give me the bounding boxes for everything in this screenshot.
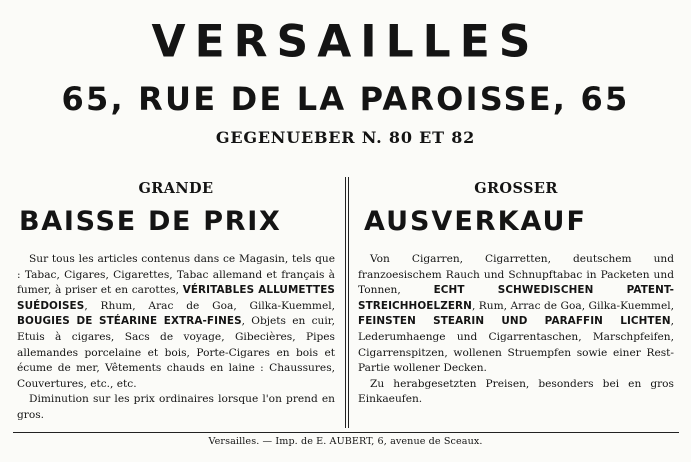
german-text-intro: Von Cigarren, Cigarretten, deutschem und franzoesischem Rauch und Schnupftabac in Packeten und Tonnen, <box>358 253 674 297</box>
german-bold-candles: FEINSTEN STEARIN UND PARAFFIN LICHTEN <box>358 315 671 328</box>
french-subheading: GRANDE <box>138 180 214 197</box>
german-column <box>358 180 674 408</box>
french-paragraph-articles <box>17 252 335 392</box>
french-text-mid: , Rhum, Arac de Goa, Gilka-Kuemmel, <box>84 299 335 312</box>
french-paragraph-discount: Diminution sur les prix ordinaires lorsque l'on prend en gros. <box>17 393 335 421</box>
footer-rule <box>13 432 679 433</box>
german-bold-matches: ECHT SCHWEDISCHEN PATENT-STREICHHOELZERN <box>358 284 674 312</box>
german-body <box>358 252 674 408</box>
french-bold-matches: VÉRITABLES ALLUMETTES SUÉDOISES <box>17 284 335 312</box>
french-text-intro: Sur tous les articles contenus dans ce Magasin, tels que : Tabac, Cigares, Cigarettes, Tabac allemand et français à fumer, à priser et en carottes, <box>17 253 335 297</box>
opposite-numbers-line: GEGENUEBER N. 80 ET 82 <box>215 128 476 147</box>
french-bold-candles: BOUGIES DE STÉARINE EXTRA-FINES <box>17 315 242 328</box>
german-text-end: , Lederumhaenge und Cigarrentaschen, Marschpfeifen, Cigarrenspitzen, wollenen Struempfen sowie einer Rest-Partie wollener Decken. <box>358 315 674 375</box>
poster-title: VERSAILLES <box>151 15 540 68</box>
printer-imprint: Versailles. — Imp. de E. AUBERT, 6, avenue de Sceaux. <box>208 436 483 447</box>
german-text-mid: , Rum, Arrac de Goa, Gilka-Kuemmel, <box>471 299 674 312</box>
french-column <box>17 180 335 424</box>
french-heading: BAISSE DE PRIX <box>19 206 282 237</box>
german-subheading: GROSSER <box>474 180 558 197</box>
french-text-end: , Objets en cuir, Etuis à cigares, Sacs de voyage, Gibecières, Pipes allemandes porcelaine et bois, Porte-Cigares en bois et écume de mer, Vêtements chauds en laine : Chaussures, Couvertures, etc., etc. <box>17 315 335 390</box>
french-body <box>17 252 335 424</box>
german-paragraph-discount: Zu herabgesetzten Preisen, besonders bei en gros Einkaeufen. <box>358 377 674 406</box>
german-heading: AUSVERKAUF <box>364 206 587 237</box>
column-divider <box>345 177 349 428</box>
address-line: 65, RUE DE LA PAROISSE, 65 <box>61 80 630 118</box>
german-paragraph-articles <box>358 252 674 377</box>
